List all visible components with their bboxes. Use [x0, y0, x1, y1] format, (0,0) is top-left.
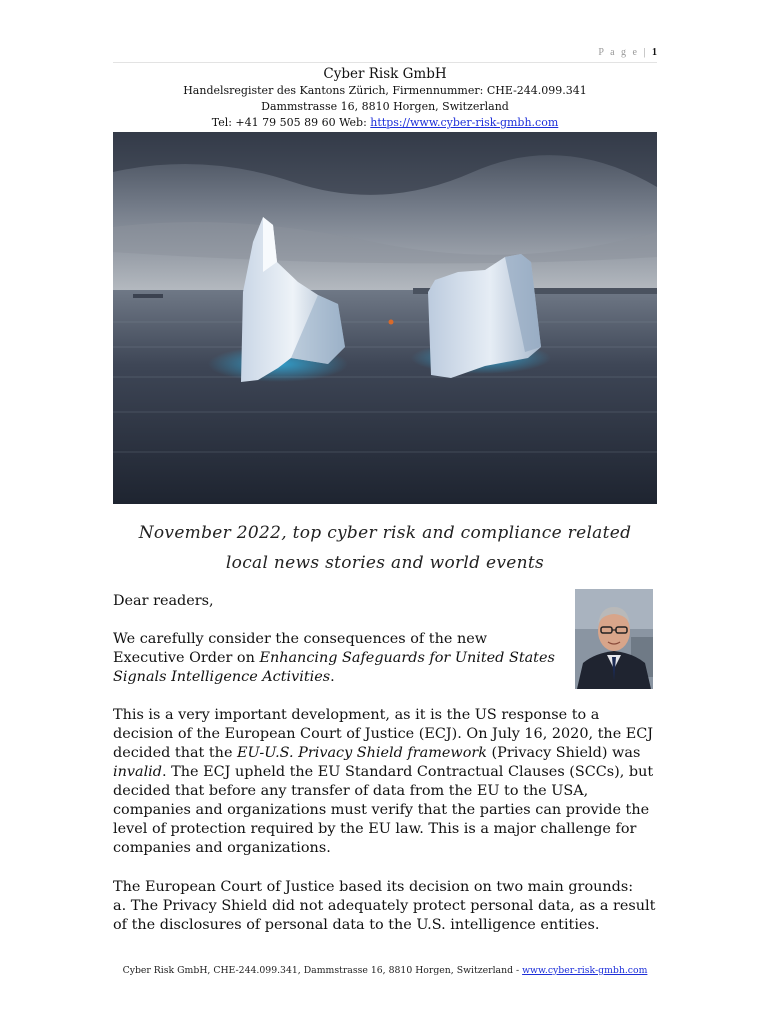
company-contact	[113, 115, 657, 131]
title-line-1: November 2022, top cyber risk and compliance related	[138, 523, 632, 543]
page-footer	[113, 965, 657, 976]
p1-text-start: We carefully consider the consequences of the new Executive Order on	[113, 631, 488, 666]
p1-text-end: .	[330, 669, 335, 685]
paragraph-ecj-decision	[113, 706, 657, 858]
title-line-2: local news stories and world events	[225, 553, 545, 573]
greeting: Dear readers,	[113, 593, 214, 609]
p3-intro: The European Court of Justice based its decision on two main grounds:	[113, 879, 634, 895]
company-registry: Handelsregister des Kantons Zürich, Firmennummer: CHE-244.099.341	[183, 84, 587, 97]
author-portrait-image	[575, 589, 653, 689]
p2-text-b: (Privacy Shield) was	[486, 745, 641, 761]
page-label: P a g e |	[598, 47, 648, 58]
hero-image	[113, 132, 657, 504]
footer-website-link[interactable]: www.cyber-risk-gmbh.com	[522, 965, 648, 976]
iceberg-photo	[113, 132, 657, 504]
header-rule	[113, 62, 657, 63]
contact-phone: Tel: +41 79 505 89 60 Web:	[211, 116, 371, 129]
page-number-value: 1	[652, 47, 657, 58]
p2-text-a: This is a very important development, as it is the US response to a decision of the European Court of Justice (ECJ). On July 16, 2020, the ECJ decided that the	[113, 707, 654, 761]
p2-text-c: . The ECJ upheld the EU Standard Contractual Clauses (SCCs), but decided that before any transfer of data from the EU to the USA, companies and organizations must verify that the parties can provide the level of protection required by the EU law. This is a major challenge for companies and organizations.	[113, 764, 654, 856]
website-link[interactable]: https://www.cyber-risk-gmbh.com	[370, 116, 559, 129]
paragraph-grounds	[113, 878, 657, 935]
paragraph-executive-order	[113, 630, 561, 687]
p2-invalid: invalid	[113, 764, 162, 780]
p2-privacy-shield: EU-U.S. Privacy Shield framework	[237, 745, 487, 761]
p3-ground-a: a. The Privacy Shield did not adequately protect personal data, as a result of the disclosures of personal data to the U.S. intelligence entities.	[113, 898, 656, 933]
company-name: Cyber Risk GmbH	[323, 66, 447, 82]
newsletter-title	[113, 518, 657, 578]
page-number	[560, 47, 657, 58]
letterhead	[113, 64, 657, 131]
footer-text: Cyber Risk GmbH, CHE-244.099.341, Dammstrasse 16, 8810 Horgen, Switzerland -	[122, 965, 523, 976]
company-address: Dammstrasse 16, 8810 Horgen, Switzerland	[261, 100, 509, 113]
author-photo	[575, 589, 653, 689]
p1-order-title: Enhancing Safeguards for United States Signals Intelligence Activities	[113, 650, 555, 685]
